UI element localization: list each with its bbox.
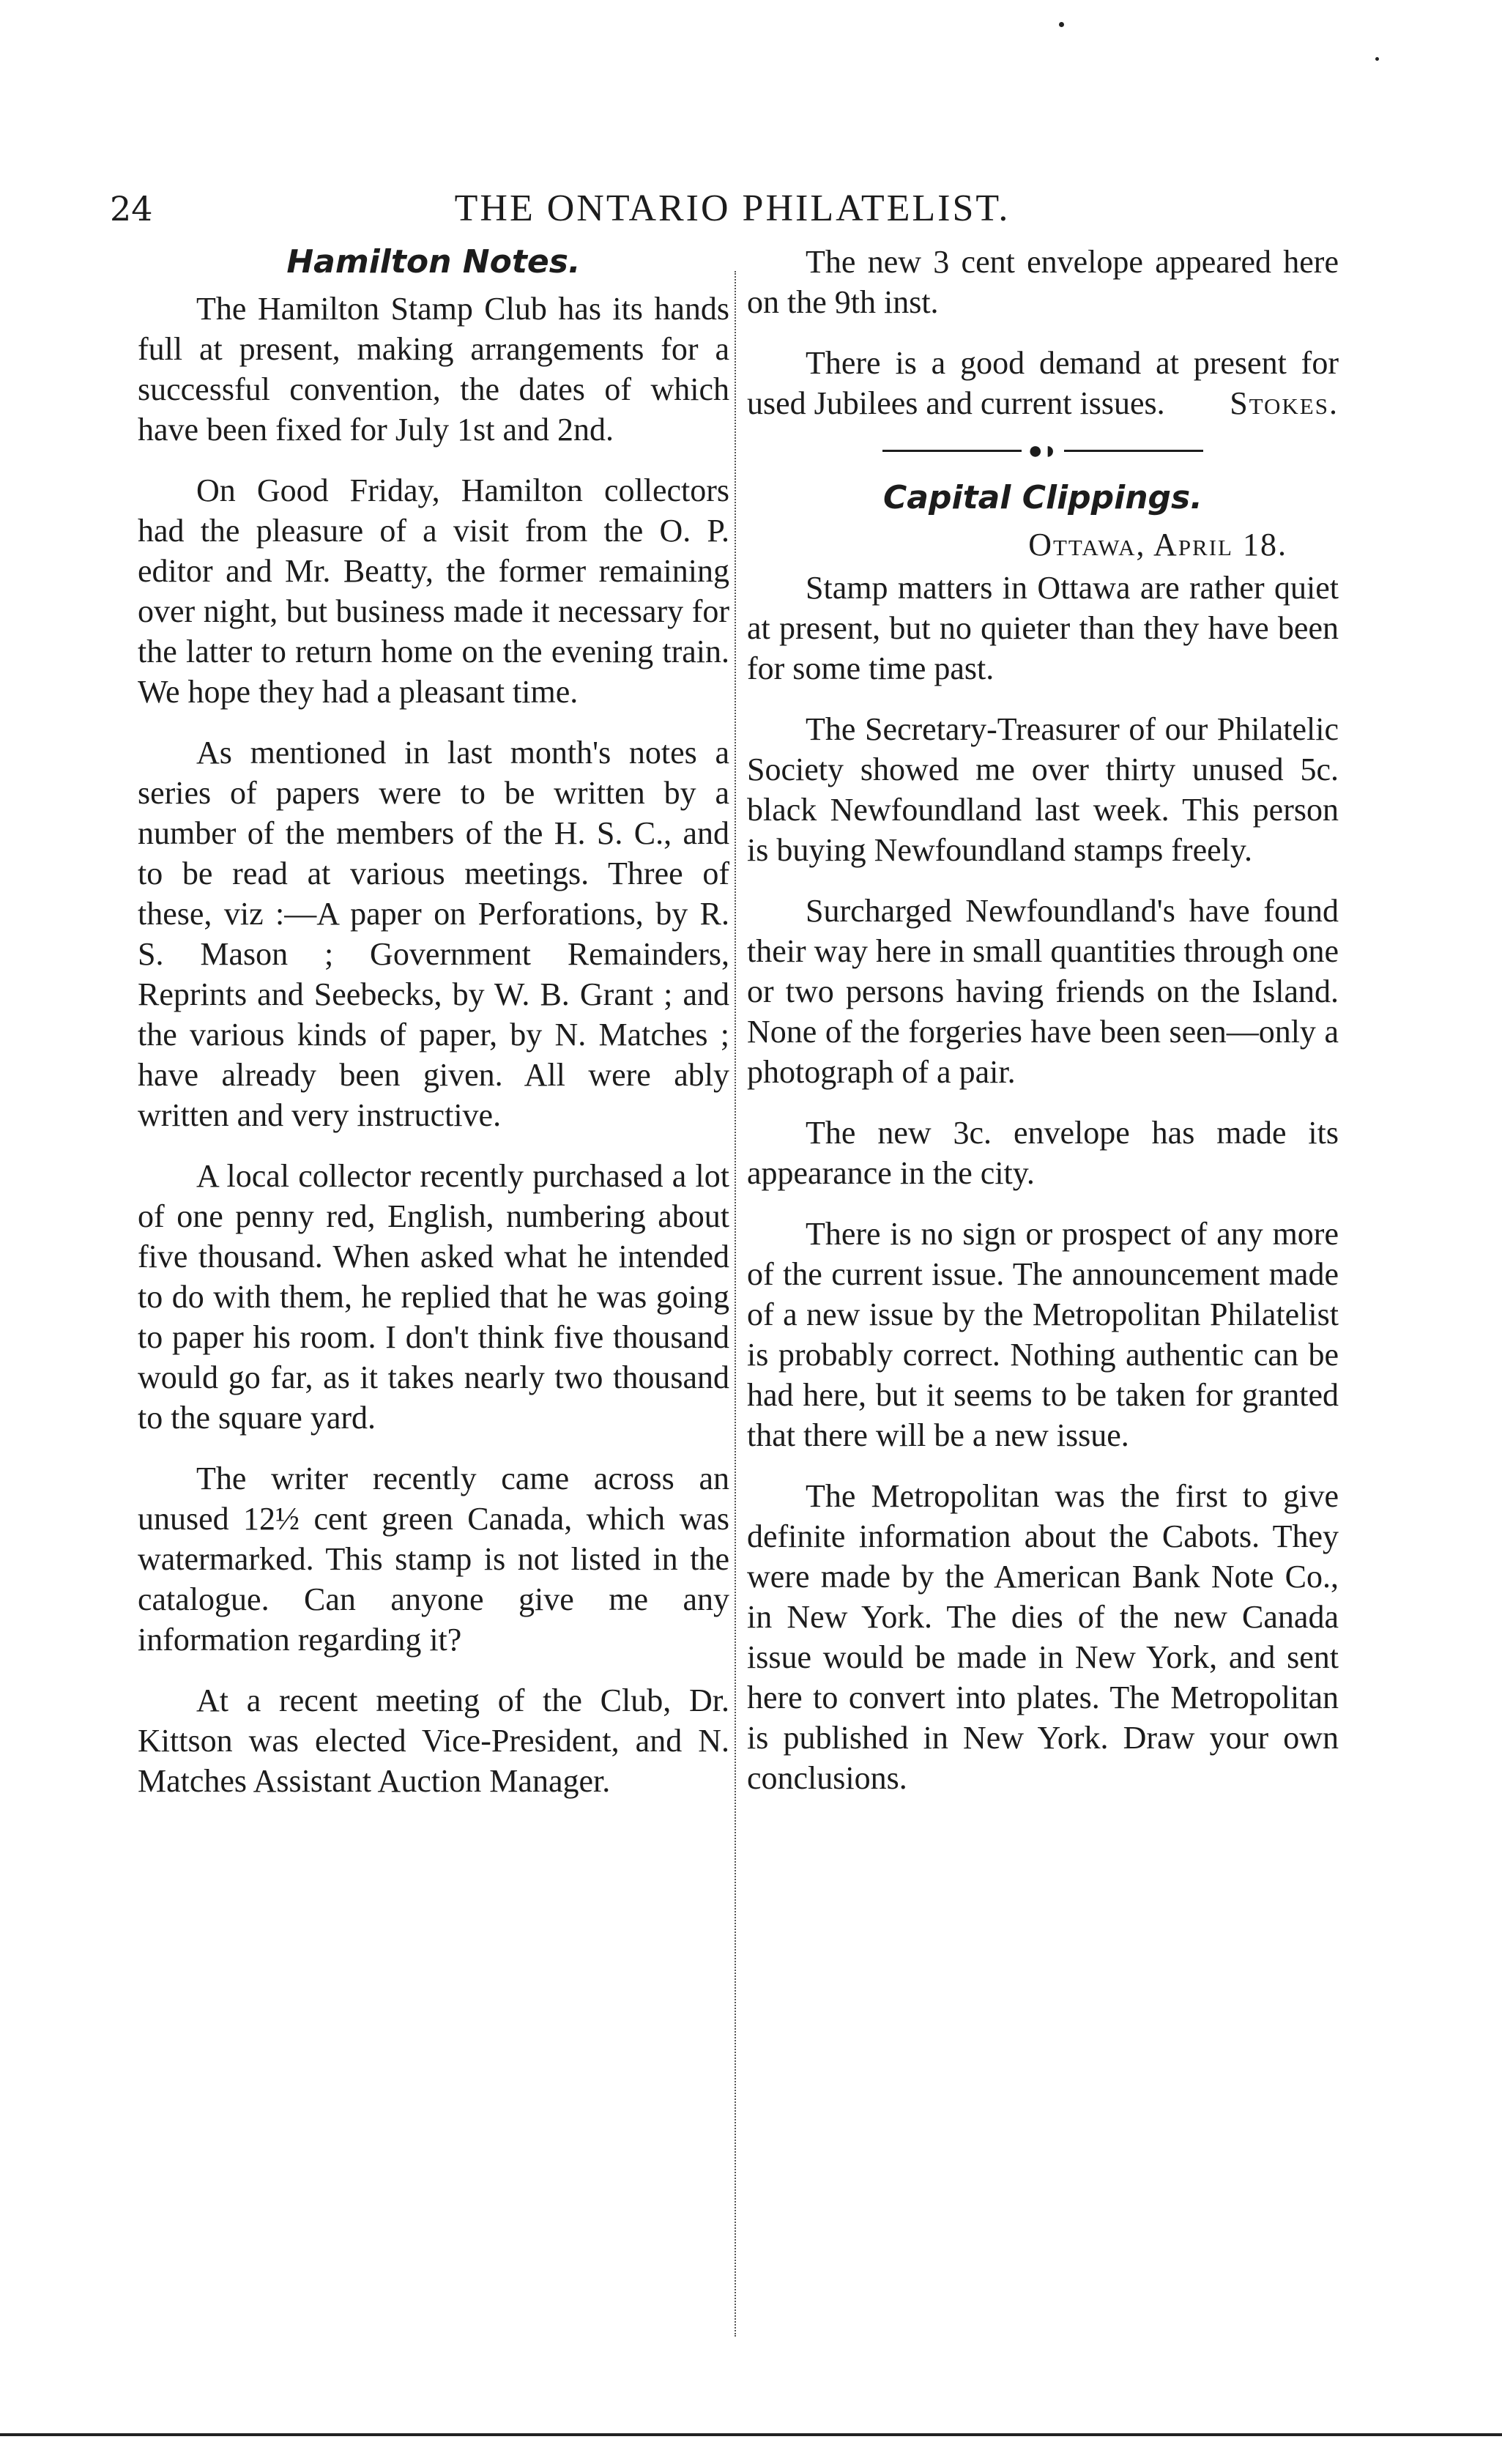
journal-title: THE ONTARIO PHILATELIST.	[454, 188, 1011, 229]
column-divider	[735, 271, 736, 2337]
section-heading-capital: Capital Clippings.	[883, 478, 1202, 516]
section-ornament	[747, 432, 1339, 467]
page-bottom-rule	[0, 2433, 1502, 2436]
ornament-rule	[882, 450, 1022, 452]
paragraph: A local collector recently purchased a lot of one penny red, English, numbering about five thousand. When asked what he intended to do with them, he replied that he was going to paper his room. I don't think five thousand would go far, as it takes nearly two thousand to the square yard.	[138, 1158, 729, 1436]
paragraph: The new 3 cent envelope appeared here on the 9th inst.	[747, 244, 1339, 320]
paragraph: Stamp matters in Ottawa are rather quiet at present, but no quieter than they have been for some time past.	[747, 569, 1339, 686]
ink-speck	[1375, 57, 1379, 61]
paragraph: There is no sign or prospect of any more of the current issue. The announcement made of a new issue by the Metropolitan Philatelist is probably correct. Nothing authentic can be had here, but it seems to be taken for granted that there will be a new issue.	[747, 1215, 1339, 1453]
right-column	[747, 242, 1339, 1819]
section-heading-hamilton: Hamilton Notes.	[286, 243, 581, 281]
ink-speck	[1059, 22, 1064, 27]
dateline: Ottawa, April 18.	[1028, 526, 1287, 563]
left-column	[138, 242, 729, 1822]
ornament-glyph: ●◗	[1027, 437, 1058, 464]
author-signature: Stokes.	[1230, 385, 1339, 421]
paragraph: The writer recently came across an unused 12½ cent green Canada, which was watermarked. This stamp is not listed in the catalogue. Can anyone give me any information regarding it?	[138, 1461, 729, 1658]
paragraph: On Good Friday, Hamilton collectors had the pleasure of a visit from the O. P. editor and Mr. Beatty, the former remaining over night, but business made it necessary for the latter to return home on the evening train. We hope they had a pleasant time.	[138, 472, 729, 710]
paragraph: The Secretary-Treasurer of our Philatelic Society showed me over thirty unused 5c. black Newfoundland last week. This person is buying Newfoundland stamps freely.	[747, 710, 1339, 868]
paragraph-text: There is a good demand at present for used Jubilees and current issues.	[747, 345, 1339, 421]
paragraph: As mentioned in last month's notes a series of papers were to be written by a number of the members of the H. S. C., and to be read at various meetings. Three of these, viz :—A paper on Perforations, by R. S. Mason ; Government Remainders, Reprints and Seebecks, by W. B. Grant ; and the various kinds of paper, by N. Matches ; have already been given. All were ably written and very instructive.	[138, 735, 729, 1133]
paragraph: Surcharged Newfoundland's have found their way here in small quantities through one or two persons having friends on the Island. None of the forgeries have been seen—only a photograph of a pair.	[747, 892, 1339, 1090]
page-number: 24	[110, 189, 153, 229]
paragraph: At a recent meeting of the Club, Dr. Kittson was elected Vice-President, and N. Matches Assistant Auction Manager.	[138, 1682, 729, 1799]
page-header	[110, 183, 1355, 234]
paragraph: The new 3c. envelope has made its appearance in the city.	[747, 1114, 1339, 1191]
paragraph: The Hamilton Stamp Club has its hands full at present, making arrangements for a successful convention, the dates of which have been fixed for July 1st and 2nd.	[138, 291, 729, 448]
ornament-rule	[1064, 450, 1203, 452]
paragraph	[747, 343, 1339, 423]
paragraph: The Metropolitan was the first to give definite information about the Cabots. They were made by the American Bank Note Co., in New York. The dies of the new Canada issue would be made in New York, and sent here to convert into plates. The Metropolitan is published in New York. Draw your own conclusions.	[747, 1477, 1339, 1796]
